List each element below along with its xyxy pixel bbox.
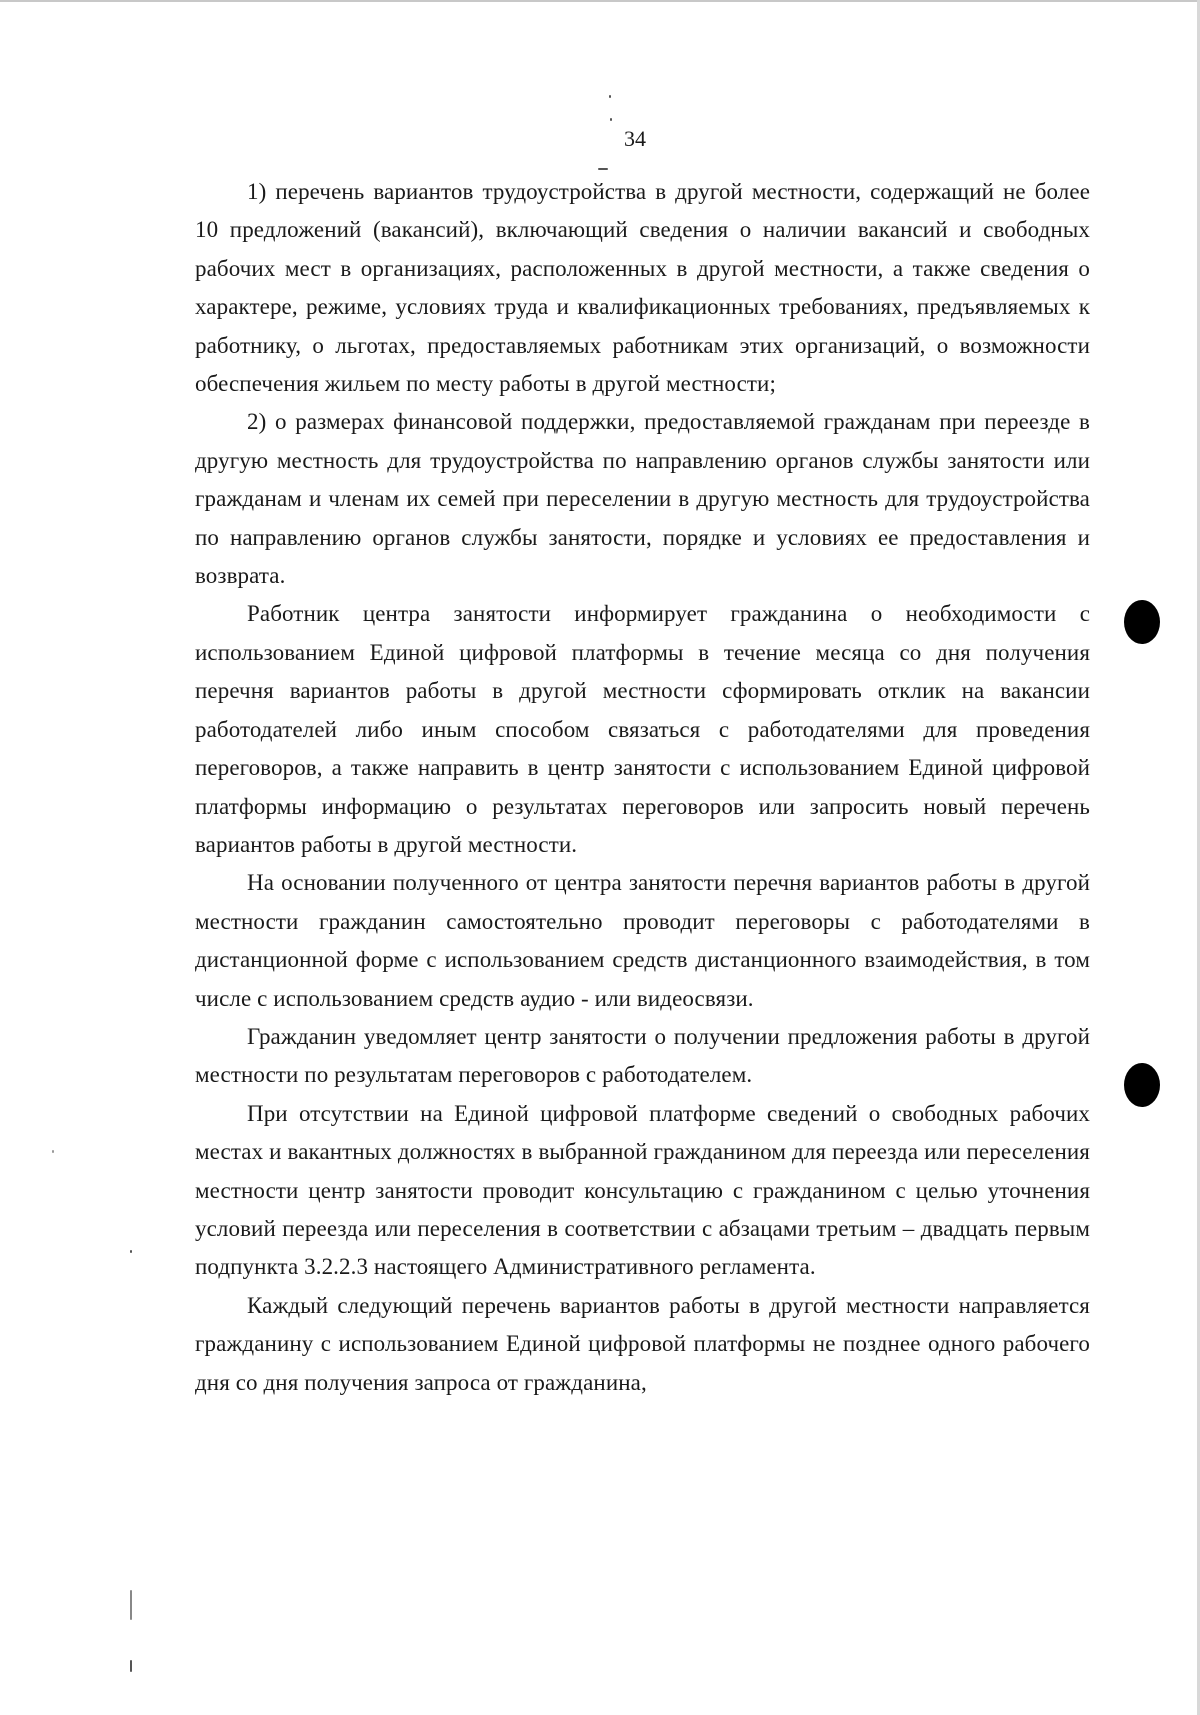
scan-edge-top (0, 0, 1200, 2)
page-number: 34 (624, 126, 646, 151)
scan-speck (130, 1590, 132, 1620)
hole-punch-mark (1124, 600, 1160, 644)
paragraph-1: 1) перечень вариантов трудоустройства в другой местности, содержащий не более 10 предложений (вакансий), включающий сведения о наличии вакансий и свободных рабочих мест в организациях, расположенных в другой местности, а также сведения о характере, режиме, условиях труда и квалификационных требованиях, предъявляемых к работнику, о льготах, предоставляемых работникам этих организаций, о возможности обеспечения жильем по месту работы в другой местности; (195, 179, 1090, 397)
scan-speck (52, 1150, 54, 1153)
scan-speck (130, 1660, 132, 1672)
paragraph-7: Каждый следующий перечень вариантов работы в другой местности направляется гражданину с использованием Единой цифровой платформы не позднее одного рабочего дня со дня получения запроса от гражданина, (195, 1292, 1090, 1395)
scan-speck (130, 1250, 132, 1253)
scan-speck (609, 95, 611, 98)
hole-punch-mark (1124, 1063, 1160, 1107)
scan-speck (610, 118, 612, 121)
scan-speck (598, 168, 608, 170)
document-body (195, 173, 1090, 1402)
paragraph-5: Гражданин уведомляет центр занятости о получении предложения работы в другой местности по результатам переговоров с работодателем. (195, 1023, 1090, 1088)
paragraph-3: Работник центра занятости информирует гражданина о необходимости с использованием Единой цифровой платформы в течение месяца со дня получения перечня вариантов работы в другой местности сформировать отклик на вакансии работодателей либо иным способом связаться с работодателями для проведения переговоров, а также направить в центр занятости с использованием Единой цифровой платформы информацию о результатах переговоров или запросить новый перечень вариантов работы в другой местности. (195, 601, 1090, 857)
paragraph-2: 2) о размерах финансовой поддержки, предоставляемой гражданам при переезде в другую местность для трудоустройства по направлению органов службы занятости или гражданам и членам их семей при переселении в другую местность для трудоустройства по направлению органов службы занятости, порядке и условиях ее предоставления и возврата. (195, 409, 1090, 589)
paragraph-4: На основании полученного от центра занятости перечня вариантов работы в другой местности гражданин самостоятельно проводит переговоры с работодателями в дистанционной форме с использованием средств дистанционного взаимодействия, в том числе с использованием средств аудио - или видеосвязи. (195, 870, 1090, 1011)
paragraph-6: При отсутствии на Единой цифровой платформе сведений о свободных рабочих местах и вакантных должностях в выбранной гражданином для переезда или переселения местности центр занятости проводит консультацию с гражданином с целью уточнения условий переезда или переселения в соответствии с абзацами третьим – двадцать первым подпункта 3.2.2.3 настоящего Административного регламента. (195, 1100, 1090, 1280)
